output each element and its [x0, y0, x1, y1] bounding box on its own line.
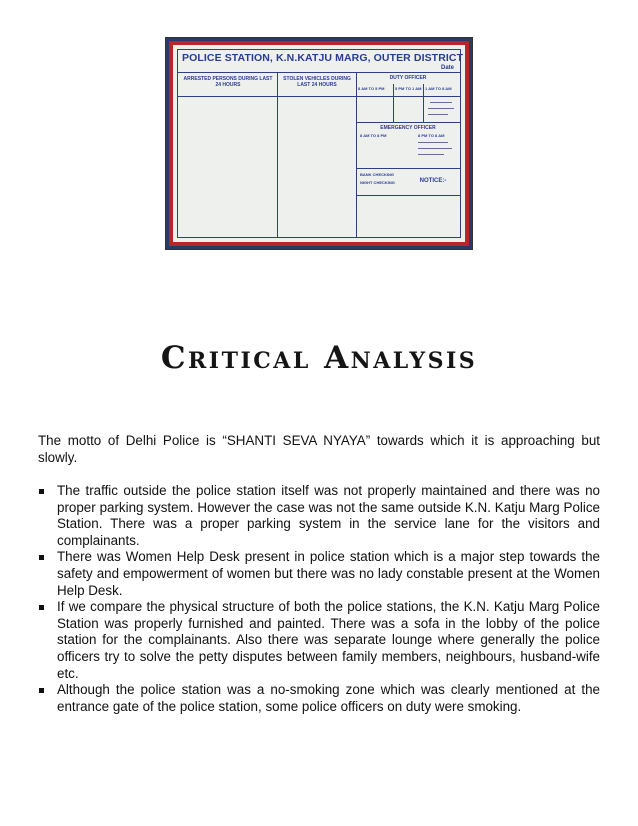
motto-paragraph: The motto of Delhi Police is “SHANTI SEVA NYAYA” towards which it is approaching but slowly.	[38, 433, 600, 465]
list-item	[38, 549, 600, 599]
analysis-bullet-list	[38, 483, 600, 715]
board-rule	[356, 168, 460, 169]
board-date-label: Date	[440, 65, 454, 71]
square-bullet-icon	[39, 555, 44, 560]
bullet-text: There was Women Help Desk present in police station which is a major step towards the safety and empowerment of women but there was no lady constable present at the Women Help Desk.	[57, 549, 600, 598]
handwriting-scribble	[418, 148, 452, 149]
board-grid	[177, 49, 464, 238]
list-item	[38, 483, 600, 549]
square-bullet-icon	[39, 605, 44, 610]
handwriting-scribble	[430, 102, 452, 103]
board-rule	[356, 72, 357, 237]
list-item	[38, 599, 600, 682]
square-bullet-icon	[39, 688, 44, 693]
board-rule	[423, 84, 424, 122]
board-arrested-header: ARRESTED PERSONS DURING LAST 24 HOURS	[183, 76, 273, 88]
list-item	[38, 682, 600, 715]
handwriting-scribble	[428, 108, 454, 109]
board-notice: NOTICE:-	[419, 178, 447, 184]
square-bullet-icon	[39, 489, 44, 494]
handwriting-scribble	[428, 114, 448, 115]
board-bank-checking: BANK CHECKING	[360, 172, 394, 177]
police-board-photo	[165, 37, 473, 250]
bullet-text: If we compare the physical structure of both the police stations, the K.N. Katju Marg Police Station was properly furnished and painted. There was a sofa in the lobby of the police station for the complainants. Also there was separate lounge where generally the police officers try to solve the petty disputes between family members, neighbours, husband-wife etc.	[57, 599, 600, 681]
board-rule	[356, 122, 460, 123]
board-rule	[178, 72, 460, 73]
board-rule	[277, 72, 278, 237]
board-rule	[393, 84, 394, 122]
board-stolen-header: STOLEN VEHICLES DURING LAST 24 HOURS	[283, 76, 351, 88]
handwriting-scribble	[418, 154, 444, 155]
board-duty-slot: 8 AM TO 5 PM	[358, 86, 385, 91]
board-emergency-slot: 8 AM TO 8 PM	[360, 133, 387, 138]
board-rule	[356, 195, 460, 196]
board-duty-header: DUTY OFFICER	[389, 75, 427, 81]
board-night-checking: NIGHT CHECKING	[360, 180, 395, 185]
board-red-frame	[169, 41, 469, 246]
bullet-text: The traffic outside the police station itself was not properly maintained and there was no proper parking system. However the case was not the same outside K.N. Katju Marg Police Station. There was a proper parking system in the service lane for the visitors and complainants.	[57, 483, 600, 548]
board-duty-slot: 1 AM TO 8 AM	[425, 86, 452, 91]
board-rule	[178, 96, 460, 97]
bullet-text: Although the police station was a no-smoking zone which was clearly mentioned at the entrance gate of the police station, some police officers on duty were smoking.	[57, 682, 600, 714]
board-duty-slot: 5 PM TO 1 AM	[395, 86, 422, 91]
board-emergency-slot: 8 PM TO 8 AM	[418, 133, 445, 138]
board-title: POLICE STATION, K.N.KATJU MARG, OUTER DISTRICT	[182, 52, 464, 64]
page-title: Critical Analysis	[160, 340, 478, 376]
board-emergency-header: EMERGENCY OFFICER	[380, 125, 436, 131]
handwriting-scribble	[418, 142, 448, 143]
